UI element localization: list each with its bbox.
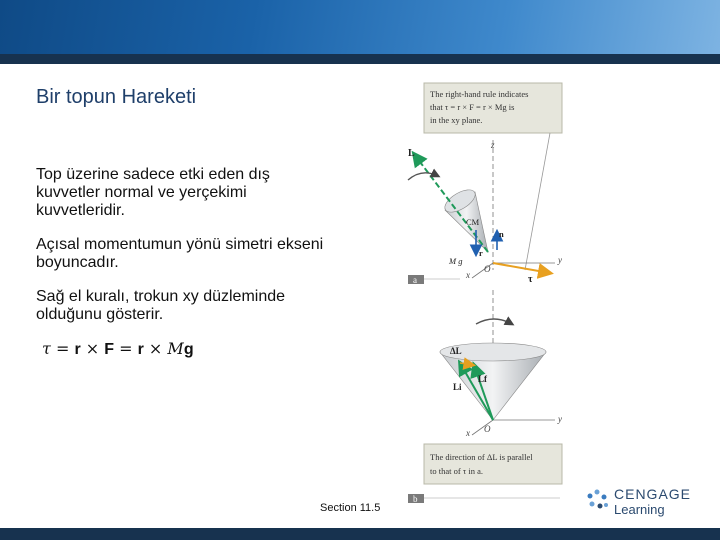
footer-bar (0, 528, 720, 540)
logo-line2: Learning (614, 502, 665, 517)
header-banner (0, 0, 720, 54)
CM-label: CM (466, 217, 480, 227)
formula-M: M (167, 339, 184, 358)
marker-b-label: b (413, 494, 418, 504)
L-label: L (408, 148, 415, 159)
header-stripe (0, 54, 720, 64)
axis-y-label-a: y (558, 255, 562, 265)
Li-label: Li (453, 382, 462, 392)
tau-label: τ (528, 274, 533, 285)
bullet-3: Sağ el kuralı, trokun xy düzleminde olduğunu gösterir. (36, 288, 286, 323)
formula-F: F (104, 341, 115, 358)
n-label: n (499, 229, 504, 239)
formula-g: g (183, 341, 194, 358)
bullet-1: Top üzerine sadece etki eden dış kuvvetler normal ve yerçekimi kuvvetleridir. (36, 166, 270, 219)
Mg-label: M g (449, 256, 463, 266)
spinning-top-figure (400, 80, 580, 510)
formula-eq1: = (50, 339, 75, 358)
bullet-list (36, 166, 326, 340)
Lf-label: Lf (478, 374, 487, 384)
slide-title: Bir topun Hareketi (36, 86, 197, 108)
r-label: r (479, 248, 483, 258)
caption-a-line1: The right-hand rule indicates (430, 89, 529, 99)
section-label: Section 11.5 (320, 502, 381, 514)
torque-formula (42, 339, 194, 359)
axis-y-label-b: y (558, 414, 562, 424)
marker-a-label: a (413, 275, 417, 285)
caption-a-leader (525, 133, 550, 270)
caption-a-line3: in the xy plane. (430, 115, 483, 125)
bullet-2: Açısal momentumun yönü simetri ekseni boyuncadır. (36, 236, 324, 271)
formula-eq2: = (114, 339, 138, 358)
dL-label: ΔL (450, 346, 462, 356)
logo-line1: CENGAGE (614, 486, 692, 502)
origin-label-b: O (484, 424, 491, 434)
formula-r2: r (137, 341, 144, 358)
axis-x-label-b: x (466, 428, 470, 438)
caption-b-line1: The direction of ΔL is parallel (430, 452, 533, 462)
spin-arrow-b (476, 319, 512, 324)
origin-label-a: O (484, 264, 491, 274)
cengage-logo-icon (584, 488, 610, 514)
cengage-logo (584, 484, 694, 520)
caption-a-line2: that τ = r × F = r × Mg is (430, 102, 515, 112)
caption-b-line2: to that of τ in a. (430, 466, 483, 476)
caption-b-box (424, 444, 562, 484)
axis-z-label: z (491, 140, 495, 150)
formula-times2: × (143, 339, 168, 358)
formula-r1: r (74, 341, 81, 358)
formula-tau: τ (42, 339, 51, 358)
axis-x-label-a: x (466, 270, 470, 280)
tau-vector (493, 263, 550, 273)
formula-times1: × (80, 339, 105, 358)
